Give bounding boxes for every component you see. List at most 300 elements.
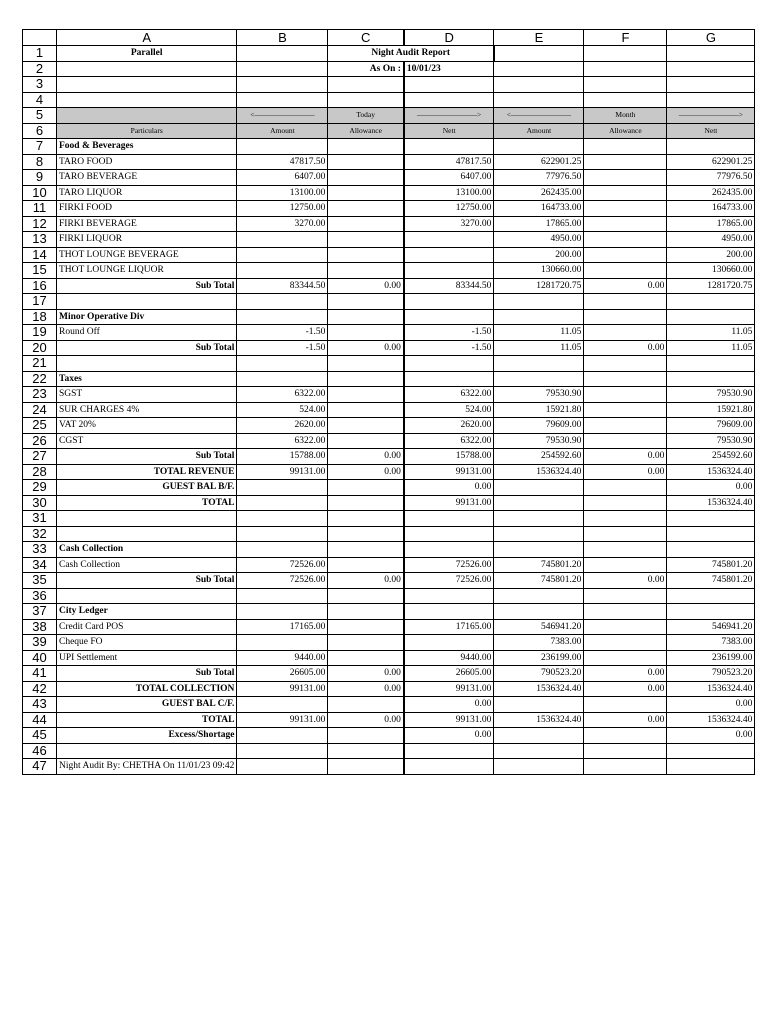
cell[interactable]: 0.00: [404, 480, 494, 496]
cell[interactable]: [404, 263, 494, 279]
cell[interactable]: [328, 418, 404, 434]
cell[interactable]: 3270.00: [404, 216, 494, 232]
cell[interactable]: 0.00: [328, 712, 404, 728]
cell[interactable]: [584, 511, 667, 527]
cell[interactable]: <————————: [494, 108, 584, 124]
cell[interactable]: Sub Total: [57, 340, 237, 356]
cell[interactable]: [584, 371, 667, 387]
cell[interactable]: 0.00: [328, 449, 404, 465]
cell[interactable]: Round Off: [57, 325, 237, 341]
cell[interactable]: [328, 232, 404, 248]
cell[interactable]: 622901.25: [667, 154, 755, 170]
cell[interactable]: 0.00: [667, 728, 755, 744]
cell[interactable]: 0.00: [584, 340, 667, 356]
cell[interactable]: 0.00: [584, 449, 667, 465]
row-header[interactable]: 34: [23, 557, 57, 573]
row-header[interactable]: 2: [23, 61, 57, 77]
cell[interactable]: [237, 294, 328, 310]
cell[interactable]: 17165.00: [404, 619, 494, 635]
cell[interactable]: 79530.90: [494, 387, 584, 403]
cell[interactable]: [328, 185, 404, 201]
cell[interactable]: [328, 371, 404, 387]
cell[interactable]: TOTAL REVENUE: [57, 464, 237, 480]
cell[interactable]: [584, 418, 667, 434]
row-header[interactable]: 43: [23, 697, 57, 713]
cell[interactable]: [584, 650, 667, 666]
cell[interactable]: Amount: [494, 123, 584, 139]
cell[interactable]: 7383.00: [494, 635, 584, 651]
cell[interactable]: [584, 154, 667, 170]
cell[interactable]: [584, 139, 667, 155]
cell[interactable]: 1536324.40: [494, 464, 584, 480]
cell[interactable]: [328, 697, 404, 713]
cell[interactable]: [494, 61, 584, 77]
cell[interactable]: [584, 170, 667, 186]
cell[interactable]: Cheque FO: [57, 635, 237, 651]
cell[interactable]: [237, 371, 328, 387]
cell[interactable]: [584, 480, 667, 496]
row-header[interactable]: 28: [23, 464, 57, 480]
cell[interactable]: [237, 542, 328, 558]
cell[interactable]: 200.00: [667, 247, 755, 263]
cell[interactable]: 0.00: [584, 681, 667, 697]
cell[interactable]: [404, 77, 494, 93]
row-header[interactable]: 22: [23, 371, 57, 387]
cell[interactable]: [494, 294, 584, 310]
cell[interactable]: 0.00: [584, 573, 667, 589]
cell[interactable]: THOT LOUNGE BEVERAGE: [57, 247, 237, 263]
cell[interactable]: 0.00: [404, 697, 494, 713]
cell[interactable]: [237, 77, 328, 93]
cell[interactable]: SUR CHARGES 4%: [57, 402, 237, 418]
cell[interactable]: [328, 759, 404, 775]
cell[interactable]: 11.05: [667, 325, 755, 341]
cell[interactable]: 200.00: [494, 247, 584, 263]
cell[interactable]: 1536324.40: [494, 681, 584, 697]
cell[interactable]: [328, 263, 404, 279]
cell[interactable]: 17165.00: [237, 619, 328, 635]
cell[interactable]: TOTAL: [57, 495, 237, 511]
cell[interactable]: Credit Card POS: [57, 619, 237, 635]
cell[interactable]: [404, 526, 494, 542]
cell[interactable]: Sub Total: [57, 666, 237, 682]
cell[interactable]: [237, 526, 328, 542]
cell[interactable]: THOT LOUNGE LIQUOR: [57, 263, 237, 279]
cell[interactable]: [328, 743, 404, 759]
cell[interactable]: 26605.00: [237, 666, 328, 682]
cell[interactable]: 745801.20: [667, 573, 755, 589]
cell[interactable]: [404, 759, 494, 775]
cell[interactable]: Amount: [237, 123, 328, 139]
cell[interactable]: 6407.00: [237, 170, 328, 186]
cell[interactable]: [328, 201, 404, 217]
cell[interactable]: 9440.00: [404, 650, 494, 666]
row-header[interactable]: 5: [23, 108, 57, 124]
cell[interactable]: [328, 387, 404, 403]
cell[interactable]: [584, 92, 667, 108]
cell[interactable]: 15921.80: [667, 402, 755, 418]
cell[interactable]: [404, 247, 494, 263]
cell[interactable]: 12750.00: [237, 201, 328, 217]
cell[interactable]: City Ledger: [57, 604, 237, 620]
cell[interactable]: 15788.00: [237, 449, 328, 465]
cell[interactable]: [328, 92, 404, 108]
cell[interactable]: 11.05: [494, 325, 584, 341]
cell[interactable]: [237, 139, 328, 155]
cell[interactable]: [584, 728, 667, 744]
cell[interactable]: 47817.50: [404, 154, 494, 170]
cell[interactable]: [667, 294, 755, 310]
cell[interactable]: 7383.00: [667, 635, 755, 651]
cell[interactable]: [584, 495, 667, 511]
cell[interactable]: [584, 387, 667, 403]
cell[interactable]: 99131.00: [237, 681, 328, 697]
cell[interactable]: 130660.00: [494, 263, 584, 279]
cell[interactable]: Sub Total: [57, 573, 237, 589]
row-header[interactable]: 11: [23, 201, 57, 217]
cell[interactable]: Cash Collection: [57, 542, 237, 558]
row-header[interactable]: 25: [23, 418, 57, 434]
cell[interactable]: [584, 185, 667, 201]
cell[interactable]: GUEST BAL B/F.: [57, 480, 237, 496]
row-header[interactable]: 37: [23, 604, 57, 620]
cell[interactable]: [237, 247, 328, 263]
cell[interactable]: TARO BEVERAGE: [57, 170, 237, 186]
cell[interactable]: 0.00: [584, 278, 667, 294]
cell[interactable]: 12750.00: [404, 201, 494, 217]
cell[interactable]: 77976.50: [494, 170, 584, 186]
row-header[interactable]: 27: [23, 449, 57, 465]
cell[interactable]: 1536324.40: [667, 495, 755, 511]
cell[interactable]: 6322.00: [237, 387, 328, 403]
cell[interactable]: [328, 247, 404, 263]
cell[interactable]: [57, 356, 237, 372]
row-header[interactable]: 47: [23, 759, 57, 775]
cell[interactable]: 99131.00: [237, 712, 328, 728]
cell[interactable]: 72526.00: [404, 573, 494, 589]
row-header[interactable]: 45: [23, 728, 57, 744]
cell[interactable]: FIRKI FOOD: [57, 201, 237, 217]
cell[interactable]: 790523.20: [667, 666, 755, 682]
cell[interactable]: [584, 635, 667, 651]
cell[interactable]: [328, 557, 404, 573]
cell[interactable]: [667, 139, 755, 155]
cell[interactable]: 11.05: [667, 340, 755, 356]
cell[interactable]: 83344.50: [404, 278, 494, 294]
cell[interactable]: 13100.00: [404, 185, 494, 201]
cell[interactable]: [404, 542, 494, 558]
cell[interactable]: 99131.00: [404, 464, 494, 480]
cell[interactable]: [237, 697, 328, 713]
cell[interactable]: Excess/Shortage: [57, 728, 237, 744]
cell[interactable]: TOTAL: [57, 712, 237, 728]
cell[interactable]: 546941.20: [667, 619, 755, 635]
cell[interactable]: 79530.90: [667, 433, 755, 449]
cell[interactable]: Taxes: [57, 371, 237, 387]
cell[interactable]: [57, 511, 237, 527]
cell[interactable]: 262435.00: [494, 185, 584, 201]
cell[interactable]: 1536324.40: [667, 712, 755, 728]
cell[interactable]: <————————: [237, 108, 328, 124]
cell[interactable]: [494, 480, 584, 496]
cell[interactable]: [57, 77, 237, 93]
cell[interactable]: 72526.00: [237, 557, 328, 573]
cell[interactable]: 99131.00: [404, 681, 494, 697]
cell[interactable]: [494, 92, 584, 108]
cell[interactable]: 99131.00: [404, 712, 494, 728]
cell[interactable]: 2620.00: [404, 418, 494, 434]
cell[interactable]: [328, 542, 404, 558]
cell[interactable]: 745801.20: [667, 557, 755, 573]
cell[interactable]: 0.00: [584, 464, 667, 480]
cell[interactable]: [404, 511, 494, 527]
cell[interactable]: [494, 309, 584, 325]
row-header[interactable]: 13: [23, 232, 57, 248]
cell[interactable]: [237, 92, 328, 108]
cell[interactable]: 0.00: [328, 464, 404, 480]
row-header[interactable]: 40: [23, 650, 57, 666]
cell[interactable]: [667, 46, 755, 62]
cell[interactable]: 6322.00: [237, 433, 328, 449]
cell[interactable]: Nett: [404, 123, 494, 139]
row-header[interactable]: 4: [23, 92, 57, 108]
cell[interactable]: [494, 511, 584, 527]
row-header[interactable]: 42: [23, 681, 57, 697]
cell[interactable]: [237, 743, 328, 759]
row-header[interactable]: 19: [23, 325, 57, 341]
cell[interactable]: 72526.00: [404, 557, 494, 573]
column-header[interactable]: G: [667, 30, 755, 46]
cell[interactable]: [237, 759, 328, 775]
cell[interactable]: [57, 61, 237, 77]
cell[interactable]: 0.00: [584, 666, 667, 682]
cell[interactable]: [494, 743, 584, 759]
cell[interactable]: [667, 309, 755, 325]
cell[interactable]: [584, 263, 667, 279]
cell[interactable]: [667, 759, 755, 775]
row-header[interactable]: 46: [23, 743, 57, 759]
cell[interactable]: -1.50: [404, 340, 494, 356]
cell[interactable]: [584, 759, 667, 775]
cell[interactable]: [57, 588, 237, 604]
cell[interactable]: 47817.50: [237, 154, 328, 170]
cell[interactable]: 254592.60: [494, 449, 584, 465]
cell[interactable]: [237, 728, 328, 744]
cell[interactable]: [494, 77, 584, 93]
cell[interactable]: [584, 77, 667, 93]
cell[interactable]: [584, 557, 667, 573]
cell[interactable]: [404, 604, 494, 620]
cell[interactable]: 6322.00: [404, 387, 494, 403]
cell[interactable]: [584, 619, 667, 635]
cell[interactable]: 3270.00: [237, 216, 328, 232]
row-header[interactable]: 32: [23, 526, 57, 542]
cell[interactable]: [404, 371, 494, 387]
cell[interactable]: 0.00: [584, 712, 667, 728]
cell[interactable]: [404, 635, 494, 651]
cell[interactable]: [584, 697, 667, 713]
cell[interactable]: [328, 294, 404, 310]
cell[interactable]: [237, 263, 328, 279]
cell[interactable]: ————————>: [404, 108, 494, 124]
cell[interactable]: 1536324.40: [667, 681, 755, 697]
row-header[interactable]: 24: [23, 402, 57, 418]
cell[interactable]: Night Audit By: CHETHA On 11/01/23 09:42: [57, 759, 237, 775]
select-all-corner[interactable]: [23, 30, 57, 46]
cell[interactable]: [328, 588, 404, 604]
cell[interactable]: 15788.00: [404, 449, 494, 465]
cell[interactable]: [328, 495, 404, 511]
cell[interactable]: 745801.20: [494, 557, 584, 573]
cell[interactable]: 79530.90: [494, 433, 584, 449]
cell[interactable]: 0.00: [328, 573, 404, 589]
cell[interactable]: [584, 356, 667, 372]
cell[interactable]: [494, 526, 584, 542]
cell[interactable]: [667, 511, 755, 527]
cell[interactable]: [584, 325, 667, 341]
cell[interactable]: [57, 526, 237, 542]
cell[interactable]: [237, 46, 328, 62]
cell[interactable]: 99131.00: [237, 464, 328, 480]
cell[interactable]: [237, 61, 328, 77]
cell[interactable]: [494, 495, 584, 511]
cell[interactable]: [584, 309, 667, 325]
row-header[interactable]: 26: [23, 433, 57, 449]
row-header[interactable]: 21: [23, 356, 57, 372]
row-header[interactable]: 35: [23, 573, 57, 589]
cell[interactable]: 0.00: [667, 480, 755, 496]
row-header[interactable]: 41: [23, 666, 57, 682]
row-header[interactable]: 18: [23, 309, 57, 325]
cell[interactable]: 79609.00: [494, 418, 584, 434]
cell[interactable]: TOTAL COLLECTION: [57, 681, 237, 697]
cell[interactable]: 236199.00: [494, 650, 584, 666]
row-header[interactable]: 29: [23, 480, 57, 496]
cell[interactable]: [667, 356, 755, 372]
cell[interactable]: [584, 402, 667, 418]
cell[interactable]: [237, 604, 328, 620]
cell[interactable]: [667, 61, 755, 77]
column-header[interactable]: E: [494, 30, 584, 46]
cell[interactable]: [328, 309, 404, 325]
cell[interactable]: 0.00: [328, 666, 404, 682]
cell[interactable]: [494, 542, 584, 558]
cell[interactable]: 745801.20: [494, 573, 584, 589]
cell[interactable]: [404, 356, 494, 372]
cell[interactable]: ————————>: [667, 108, 755, 124]
row-header[interactable]: 23: [23, 387, 57, 403]
cell[interactable]: 524.00: [237, 402, 328, 418]
cell[interactable]: [584, 743, 667, 759]
cell[interactable]: Sub Total: [57, 449, 237, 465]
cell[interactable]: [57, 92, 237, 108]
cell[interactable]: [404, 743, 494, 759]
cell[interactable]: [328, 635, 404, 651]
cell[interactable]: TARO FOOD: [57, 154, 237, 170]
cell[interactable]: [328, 480, 404, 496]
cell[interactable]: [237, 309, 328, 325]
cell[interactable]: Nett: [667, 123, 755, 139]
row-header[interactable]: 31: [23, 511, 57, 527]
cell[interactable]: [494, 139, 584, 155]
row-header[interactable]: 30: [23, 495, 57, 511]
cell[interactable]: [667, 92, 755, 108]
cell[interactable]: [494, 371, 584, 387]
cell[interactable]: [667, 604, 755, 620]
cell[interactable]: [404, 139, 494, 155]
cell[interactable]: [584, 588, 667, 604]
cell[interactable]: Cash Collection: [57, 557, 237, 573]
cell[interactable]: [328, 604, 404, 620]
cell[interactable]: 15921.80: [494, 402, 584, 418]
cell[interactable]: Sub Total: [57, 278, 237, 294]
cell[interactable]: Allowance: [584, 123, 667, 139]
row-header[interactable]: 6: [23, 123, 57, 139]
cell[interactable]: [584, 542, 667, 558]
cell[interactable]: Night Audit Report: [328, 46, 494, 62]
cell[interactable]: 99131.00: [404, 495, 494, 511]
row-header[interactable]: 14: [23, 247, 57, 263]
cell[interactable]: [237, 356, 328, 372]
cell[interactable]: FIRKI BEVERAGE: [57, 216, 237, 232]
cell[interactable]: Allowance: [328, 123, 404, 139]
cell[interactable]: [667, 371, 755, 387]
cell[interactable]: 1281720.75: [494, 278, 584, 294]
cell[interactable]: [494, 728, 584, 744]
column-header[interactable]: C: [328, 30, 404, 46]
row-header[interactable]: 17: [23, 294, 57, 310]
cell[interactable]: Today: [328, 108, 404, 124]
cell[interactable]: 2620.00: [237, 418, 328, 434]
cell[interactable]: [667, 743, 755, 759]
row-header[interactable]: 36: [23, 588, 57, 604]
cell[interactable]: [237, 511, 328, 527]
cell[interactable]: 164733.00: [667, 201, 755, 217]
cell[interactable]: 10/01/23: [404, 61, 494, 77]
cell[interactable]: [667, 588, 755, 604]
cell[interactable]: GUEST BAL C/F.: [57, 697, 237, 713]
cell[interactable]: [237, 588, 328, 604]
row-header[interactable]: 39: [23, 635, 57, 651]
cell[interactable]: 0.00: [404, 728, 494, 744]
cell[interactable]: 11.05: [494, 340, 584, 356]
cell[interactable]: [57, 294, 237, 310]
cell[interactable]: 79530.90: [667, 387, 755, 403]
cell[interactable]: [328, 325, 404, 341]
cell[interactable]: 622901.25: [494, 154, 584, 170]
cell[interactable]: [584, 604, 667, 620]
row-header[interactable]: 38: [23, 619, 57, 635]
cell[interactable]: [584, 46, 667, 62]
cell[interactable]: [584, 61, 667, 77]
cell[interactable]: [328, 433, 404, 449]
cell[interactable]: [328, 170, 404, 186]
cell[interactable]: 236199.00: [667, 650, 755, 666]
cell[interactable]: Food & Beverages: [57, 139, 237, 155]
cell[interactable]: [494, 759, 584, 775]
cell[interactable]: 0.00: [328, 340, 404, 356]
cell[interactable]: TARO LIQUOR: [57, 185, 237, 201]
cell[interactable]: [57, 743, 237, 759]
row-header[interactable]: 3: [23, 77, 57, 93]
cell[interactable]: FIRKI LIQUOR: [57, 232, 237, 248]
cell[interactable]: 79609.00: [667, 418, 755, 434]
cell[interactable]: [404, 232, 494, 248]
row-header[interactable]: 9: [23, 170, 57, 186]
row-header[interactable]: 44: [23, 712, 57, 728]
cell[interactable]: [328, 356, 404, 372]
column-header[interactable]: F: [584, 30, 667, 46]
